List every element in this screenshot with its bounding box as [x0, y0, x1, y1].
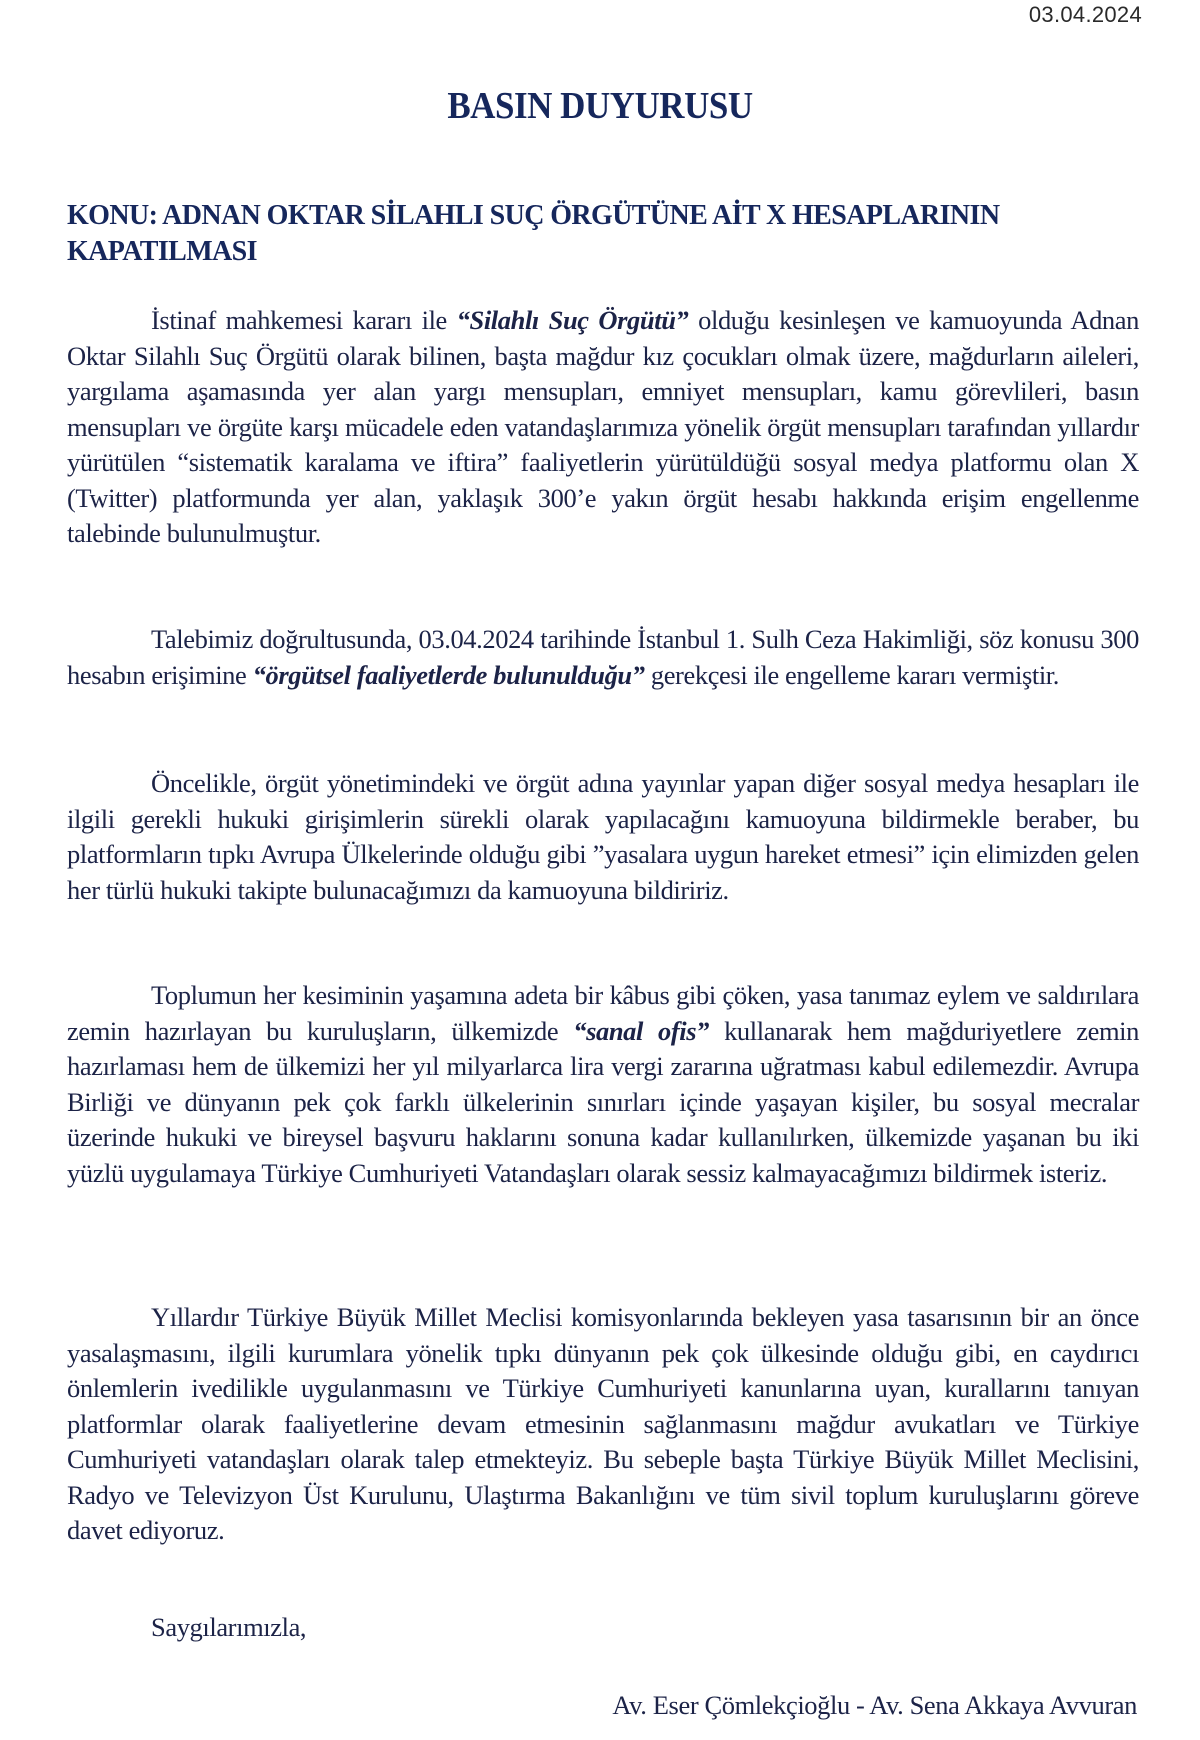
- paragraph-text: Öncelikle, örgüt yönetimindeki ve örgüt adına yayınlar yapan diğer sosyal medya hesapları ile ilgili gerekli hukuki girişimlerin sürekli olarak yapılacağını kamuoyuna bildirmekle beraber, bu platformların tıpkı Avrupa Ülkelerinde olduğu gibi ”yasalara uygun hareket etmesi” için elimizden gelen her türlü hukuki takipte bulunacağımızı da kamuoyuna bildiririz.: [67, 768, 1139, 905]
- document-subject: KONU: ADNAN OKTAR SİLAHLI SUÇ ÖRGÜTÜNE AİT X HESAPLARININ KAPATILMASI: [67, 200, 1000, 267]
- paragraph-5: [67, 1300, 1139, 1549]
- paragraph-text: İstinaf mahkemesi kararı ile: [151, 305, 457, 335]
- paragraph-3: [67, 766, 1139, 908]
- paragraph-text: Talebimiz doğrultusunda, 03.04.2024 tarihinde İstanbul 1. Sulh Ceza Hakimliği, söz konusu 300 hesabın erişimine: [67, 624, 1139, 690]
- paragraph-text: olduğu kesinleşen ve kamuoyunda Adnan Oktar Silahlı Suç Örgütü olarak bilinen, başta mağdur kız çocukları olmak üzere, mağdurların aileleri, yargılama aşamasında yer alan yargı mensupları, emniyet mensupları, kamu görevlileri, basın mensupları ve örgüte karşı mücadele eden vatandaşlarımıza yönelik örgüt mensupları tarafından yıllardır yürütülen “sistematik karalama ve iftira” faaliyetlerin yürütüldüğü sosyal medya platformu olan X (Twitter) platformunda yer alan, yaklaşık 300’e yakın örgüt hesabı hakkında erişim engellenme talebinde bulunulmuştur.: [67, 305, 1139, 548]
- closing-salutation: Saygılarımızla,: [151, 1612, 307, 1642]
- document-title: BASIN DUYURUSU: [447, 85, 753, 127]
- paragraph-text: Toplumun her kesiminin yaşamına adeta bir kâbus gibi çöken, yasa tanımaz eylem ve saldırılara zemin hazırlayan bu kuruluşların, ülkemizde: [67, 980, 1139, 1046]
- signature: Av. Eser Çömlekçioğlu - Av. Sena Akkaya Avvuran: [612, 1690, 1137, 1720]
- document-date: 03.04.2024: [1028, 2, 1142, 27]
- emphasized-quote: “örgütsel faaliyetlerde bulunulduğu”: [252, 659, 645, 690]
- paragraph-text: gerekçesi ile engelleme kararı vermiştir.: [644, 659, 1059, 690]
- paragraph-1: [67, 303, 1139, 552]
- paragraph-text: Yıllardır Türkiye Büyük Millet Meclisi komisyonlarında bekleyen yasa tasarısının bir an önce yasalaşmasını, ilgili kurumlara yönelik tıpkı dünyanın pek çok ülkesinde olduğu gibi, en caydırıcı önlemlerin ivedilikle uygulanmasını ve Türkiye Cumhuriyeti kanunlarına uyan, kurallarını tanıyan platformlar olarak faaliyetlerine devam etmesinin sağlanmasını mağdur avukatları ve Türkiye Cumhuriyeti vatandaşları olarak talep etmekteyiz. Bu sebeple başta Türkiye Büyük Millet Meclisini, Radyo ve Televizyon Üst Kurulunu, Ulaştırma Bakanlığını ve tüm sivil toplum kuruluşlarını göreve davet ediyoruz.: [67, 1302, 1139, 1545]
- emphasized-quote: “Silahlı Suç Örgütü”: [456, 305, 689, 335]
- emphasized-quote: “sanal ofis”: [573, 1015, 710, 1046]
- paragraph-4: [67, 978, 1139, 1191]
- paragraph-2: [67, 622, 1139, 693]
- paragraph-text: kullanarak hem mağduriyetlere zemin hazırlaması hem de ülkemizi her yıl milyarlarca lira vergi zararına uğratması kabul edilemezdir. Avrupa Birliği ve dünyanın pek çok farklı ülkelerinin sınırları içinde yaşayan kişiler, bu sosyal mecralar üzerinde hukuki ve bireysel başvuru haklarını sonuna kadar kullanılırken, ülkemizde yaşanan bu iki yüzlü uygulamaya Türkiye Cumhuriyeti Vatandaşları olarak sessiz kalmayacağımızı bildirmek isteriz.: [67, 1015, 1139, 1188]
